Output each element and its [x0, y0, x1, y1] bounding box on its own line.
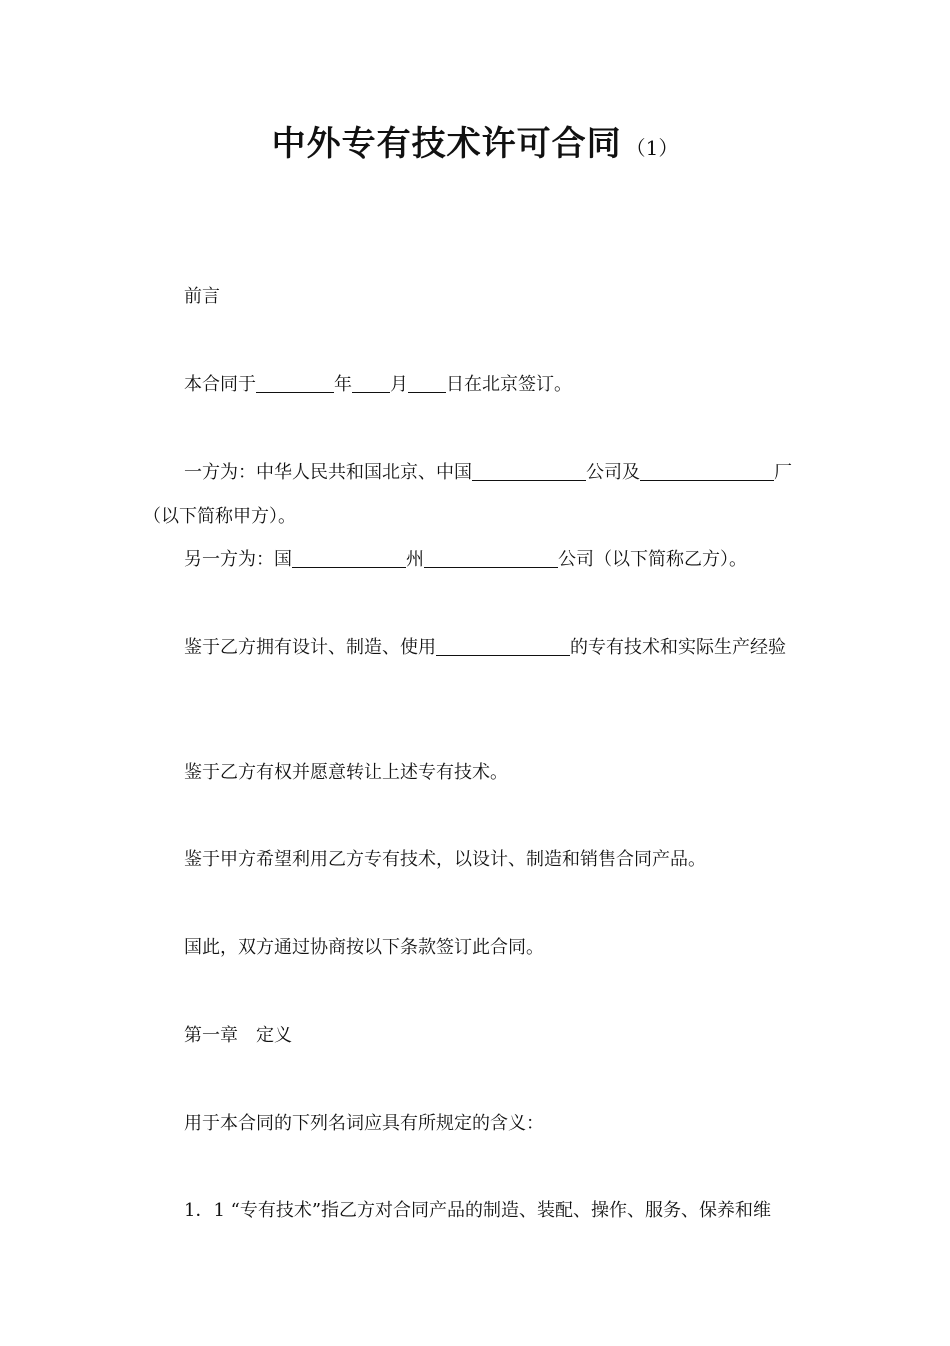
therefore-clause: 国此，双方通过协商按以下条款签订此合同。: [184, 937, 544, 958]
party-b-company-text: 公司（以下简称乙方）。: [558, 549, 747, 570]
signing-text: 本合同于: [184, 374, 256, 395]
title-suffix: （1）: [625, 136, 679, 160]
party-b-state-text: 州: [406, 549, 424, 570]
day-blank: [408, 374, 446, 393]
product-blank: [436, 637, 570, 656]
signing-line: [184, 373, 572, 397]
party-b-text: 另一方为：国: [184, 549, 292, 570]
chapter-1-heading: 第一章 定义: [184, 1025, 292, 1046]
whereas-1-line: [184, 636, 786, 660]
company-b-blank: [424, 549, 558, 568]
company-a-blank: [472, 462, 586, 481]
clause-1-1: 1．1 “专有技术”指乙方对合同产品的制造、装配、操作、服务、保养和维: [184, 1200, 772, 1221]
definitions-intro: 用于本合同的下列名词应具有所规定的含义：: [184, 1113, 544, 1134]
party-a-line: [184, 461, 792, 485]
party-a-factory-text: 厂: [774, 462, 792, 483]
factory-blank: [640, 462, 774, 481]
year-blank: [256, 374, 334, 393]
month-blank: [352, 374, 390, 393]
signing-year-text: 年: [334, 374, 352, 395]
party-b-line: [184, 548, 747, 572]
document-title: [0, 116, 950, 165]
country-blank: [292, 549, 406, 568]
whereas-3: 鉴于甲方希望利用乙方专有技术，以设计、制造和销售合同产品。: [184, 849, 706, 870]
signing-day-text: 日在北京签订。: [446, 374, 572, 395]
whereas-2: 鉴于乙方有权并愿意转让上述专有技术。: [184, 762, 508, 783]
party-a-company-text: 公司及: [586, 462, 640, 483]
preface-heading: 前言: [184, 286, 220, 307]
whereas-1-text: 鉴于乙方拥有设计、制造、使用: [184, 637, 436, 658]
whereas-1-end-text: 的专有技术和实际生产经验: [570, 637, 786, 658]
signing-month-text: 月: [390, 374, 408, 395]
party-a-continuation: （以下简称甲方）。: [143, 506, 296, 527]
party-a-text: 一方为：中华人民共和国北京、中国: [184, 462, 472, 483]
title-main: 中外专有技术许可合同: [271, 124, 622, 164]
